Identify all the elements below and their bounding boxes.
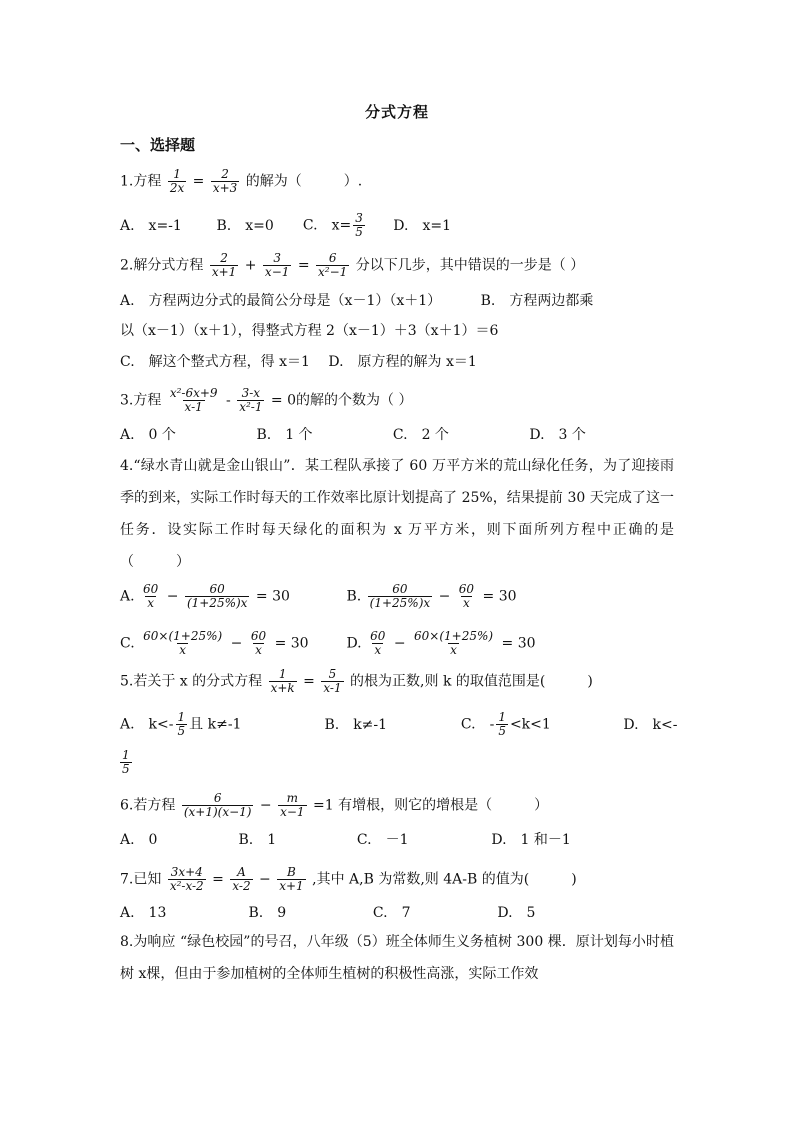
denominator: x (147, 596, 155, 610)
denominator: x-1 (323, 681, 342, 695)
q2-fraction-1 (210, 252, 238, 279)
q5-option-b: B. k≠-1 (324, 716, 388, 733)
minus-sign: − (438, 588, 451, 605)
numerator: A (237, 865, 246, 879)
fraction (496, 711, 508, 738)
minus-sign: − (393, 635, 406, 652)
q2-fraction-2 (263, 252, 291, 279)
question-2 (120, 252, 584, 279)
numerator: 3 (273, 251, 281, 265)
numerator: 60×(1+25%) (414, 629, 494, 643)
q1-option-c (303, 212, 367, 239)
minus-sign: − (259, 871, 271, 888)
q3-option-a: A. 0 个 (120, 427, 176, 443)
section-heading: 一、选择题 (120, 136, 196, 154)
numerator: 1 (177, 710, 186, 724)
denominator: x²-1 (239, 400, 263, 414)
numerator: 60 (392, 582, 408, 596)
q3-suffix: = 0的解的个数为（ ） (270, 392, 413, 409)
numerator: 60 (250, 629, 267, 643)
q2-prefix: 2.解分式方程 (120, 257, 204, 274)
numerator: 60×(1+25%) (143, 629, 223, 643)
q5-fraction-2 (321, 668, 343, 695)
option-letter: C. (120, 635, 135, 652)
q7-option-a: A. 13 (120, 905, 167, 921)
q3-option-c: C. 2 个 (392, 427, 449, 443)
denominator: x+1 (211, 265, 237, 279)
q7-option-c: C. 7 (372, 905, 411, 921)
q7-option-b: B. 9 (248, 905, 287, 921)
q1-suffix: 的解为（ ）. (245, 173, 363, 190)
numerator: 1 (122, 748, 130, 762)
q7-prefix: 7.已知 (120, 871, 162, 888)
q3-option-d: D. 3 个 (529, 427, 586, 443)
fraction (176, 711, 188, 738)
denominator: (1+25%)x (369, 596, 431, 610)
q4-option-c (120, 630, 342, 657)
q4-option-d (346, 630, 535, 657)
denominator: x²-x-2 (169, 879, 204, 893)
minus-sign: − (259, 797, 272, 814)
numerator: 1 (498, 710, 506, 724)
q6-suffix: =1 有增根，则它的增根是（ ） (313, 797, 549, 814)
q1-prefix: 1.方程 (120, 173, 162, 190)
question-1 (120, 168, 362, 195)
q1-option-c-fraction (353, 212, 365, 239)
q7-fraction-3 (277, 866, 305, 893)
denominator: x-1 (184, 400, 203, 414)
denominator: x-2 (232, 879, 251, 893)
fraction (185, 583, 250, 610)
q4-options-cd (120, 630, 536, 657)
q1-fraction-1 (168, 168, 186, 195)
plus-sign: + (244, 257, 257, 274)
numerator: 60 (143, 582, 159, 596)
question-8: 8.为响应 “绿色校园”的号召，八年级（5）班全体师生义务植树 300 棵．原计划每小时植树 x棵，但由于参加植树的全体师生植树的积极性高涨，实际工作效 (120, 934, 674, 982)
denominator: 5 (355, 225, 363, 239)
q7-option-d: D. 5 (497, 905, 536, 921)
numerator: x²-6x+9 (169, 386, 218, 400)
label: C. - (460, 716, 495, 733)
numerator: 1 (278, 667, 287, 681)
numerator: 2 (221, 167, 229, 181)
q5-suffix: 的根为正数,则 k 的取值范围是( ) (350, 673, 593, 690)
q6-prefix: 6.若方程 (120, 797, 176, 814)
q3-prefix: 3.方程 (120, 392, 162, 409)
minus-sign: − (230, 635, 243, 652)
numerator: 5 (328, 667, 337, 681)
denominator: x (255, 643, 262, 657)
fraction (368, 583, 433, 610)
fraction (141, 630, 224, 657)
equals-sign: = (303, 673, 315, 690)
question-7 (120, 866, 577, 893)
q2-suffix: 分以下几步，其中错误的一步是（ ） (355, 257, 585, 274)
q2-option-a: A. 方程两边分式的最简公分母是（x－1）（x＋1） B. 方程两边都乘 (120, 293, 594, 309)
question-6 (120, 792, 548, 819)
denominator: x (450, 643, 457, 657)
q5-option-c (461, 711, 619, 738)
denominator: 5 (177, 724, 186, 738)
question-3 (120, 387, 412, 414)
q1-option-c-label: C. x= (302, 217, 352, 234)
minus-sign: - (226, 392, 231, 409)
q5-option-a (120, 711, 320, 738)
denominator: x+3 (212, 181, 238, 195)
q4-options-ab (120, 583, 517, 610)
fraction (457, 583, 476, 610)
numerator: B (287, 865, 296, 879)
q1-option-a: A. x=-1 (120, 217, 182, 234)
q5-fraction-1 (269, 668, 297, 695)
q6-option-a: A. 0 (120, 832, 158, 848)
q5-options (120, 711, 680, 738)
option-letter: A. (120, 588, 135, 605)
numerator: 3-x (241, 386, 261, 400)
fraction (249, 630, 268, 657)
q1-option-d: D. x=1 (393, 217, 452, 234)
denominator: x²−1 (318, 265, 348, 279)
q3-options (120, 425, 586, 445)
fraction (368, 630, 387, 657)
denominator: x+1 (279, 879, 304, 893)
result: = 30 (255, 588, 290, 605)
equals-sign: = (297, 257, 310, 274)
option-letter: D. (346, 635, 362, 652)
q3-option-b: B. 1 个 (256, 427, 313, 443)
q6-option-d: D. 1 和－1 (491, 832, 571, 848)
denominator: x−1 (280, 805, 305, 819)
numerator: 60 (370, 629, 386, 643)
q7-fraction-1 (168, 866, 206, 893)
fraction (412, 630, 495, 657)
numerator: 3 (355, 211, 363, 225)
numerator: 6 (213, 791, 222, 805)
option-letter: B. (346, 588, 362, 605)
numerator: 3x+4 (170, 865, 203, 879)
page-title: 分式方程 (364, 103, 429, 121)
q4-option-b (346, 583, 516, 610)
minus-sign: − (166, 588, 179, 605)
denominator: 5 (122, 762, 130, 776)
q6-fraction-1 (182, 792, 254, 819)
q2-fraction-3 (316, 252, 349, 279)
equals-sign: = (212, 871, 224, 888)
question-5 (120, 668, 593, 695)
q4-option-a (120, 583, 342, 610)
numerator: m (286, 791, 299, 805)
numerator: 2 (220, 251, 228, 265)
denominator: 2x (169, 181, 185, 195)
denominator: (x+1)(x−1) (183, 805, 252, 819)
q6-option-b: B. 1 (238, 832, 277, 848)
label-tail: <k<1 (509, 716, 551, 733)
numerator: 60 (458, 582, 475, 596)
q1-options (120, 212, 451, 239)
q5-option-d-fraction (120, 749, 132, 776)
denominator: x (463, 596, 470, 610)
q1-option-b: B. x=0 (216, 217, 274, 234)
q5-prefix: 5.若关于 x 的分式方程 (120, 673, 263, 690)
fraction (141, 583, 160, 610)
q1-fraction-2 (211, 168, 239, 195)
denominator: x (179, 643, 187, 657)
q7-fraction-2 (230, 866, 252, 893)
q2-option-cd: C. 解这个整式方程，得 x＝1 D. 原方程的解为 x＝1 (120, 354, 477, 370)
denominator: 5 (498, 724, 506, 738)
q6-options (120, 830, 571, 850)
denominator: x−1 (264, 265, 290, 279)
q3-fraction-1 (168, 387, 220, 414)
denominator: x+k (270, 681, 295, 695)
result: = 30 (482, 588, 517, 605)
denominator: x (374, 643, 382, 657)
q7-suffix: ,其中 A,B 为常数,则 4A-B 的值为( ) (312, 871, 577, 888)
denominator: (1+25%)x (186, 596, 248, 610)
numerator: 6 (328, 251, 337, 265)
fraction (120, 749, 132, 776)
q7-options (120, 903, 535, 923)
result: = 30 (274, 635, 309, 652)
equals-sign: = (192, 173, 205, 190)
label-tail: 且 k≠-1 (189, 716, 242, 733)
label: A. k<- (120, 716, 174, 733)
q2-option-a-cont: 以（x－1）（x＋1），得整式方程 2（x－1）＋3（x＋1）＝6 (120, 323, 499, 339)
q3-fraction-2 (237, 387, 264, 414)
numerator: 1 (173, 167, 181, 181)
q6-option-c: C. －1 (356, 832, 409, 848)
question-4: 4.“绿水青山就是金山银山”．某工程队承接了 60 万平方米的荒山绿化任务，为了迎接雨季的到来，实际工作时每天的工作效率比原计划提高了 25%，结果提前 30 天完成了这一任务．设实际工作时每天绿化的面积为 x 万平方米，则下面所列方程中正确的是（ ） (120, 458, 674, 570)
q5-option-d: D. k<- (623, 716, 678, 733)
numerator: 60 (209, 582, 225, 596)
q6-fraction-2 (278, 792, 306, 819)
result: = 30 (501, 635, 536, 652)
